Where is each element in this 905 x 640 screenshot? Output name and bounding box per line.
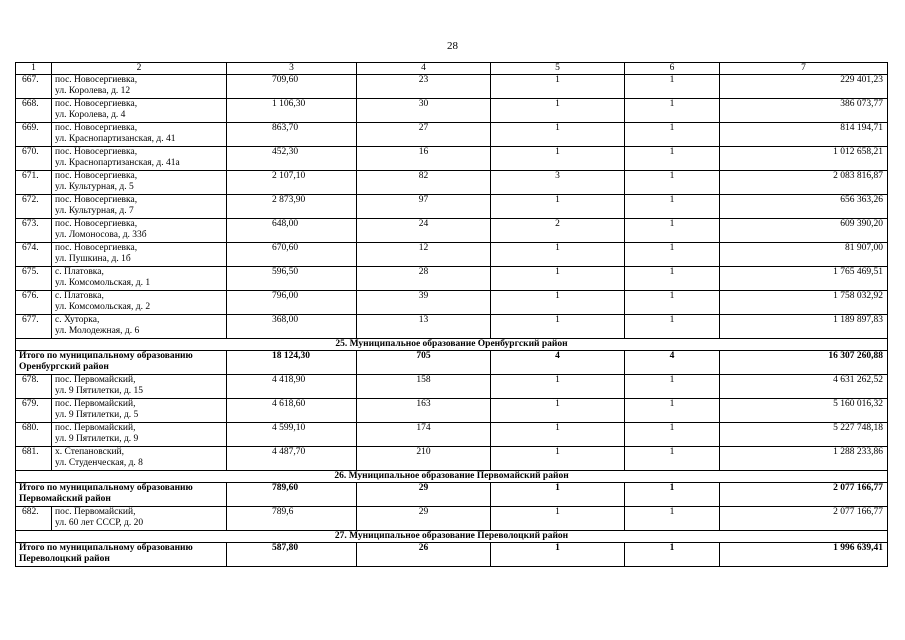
row-number: 668. xyxy=(16,99,52,123)
section-row xyxy=(16,531,888,543)
address-line1: пос. Новосергиевка, xyxy=(55,195,138,205)
total-residents-cell: 26 xyxy=(357,543,491,567)
section-row xyxy=(16,339,888,351)
col6-cell: 1 xyxy=(625,423,720,447)
total-col6-cell: 1 xyxy=(625,483,720,507)
address-line1: с. Платовка, xyxy=(55,267,104,277)
cost-cell: 2 083 816,87 xyxy=(720,171,888,195)
address-cell xyxy=(52,507,227,531)
col5-cell: 1 xyxy=(491,423,625,447)
row-number: 676. xyxy=(16,291,52,315)
total-col5-cell: 4 xyxy=(491,351,625,375)
address-line2: ул. Студенческая, д. 8 xyxy=(55,458,143,468)
address-line2: ул. 9 Пятилетки, д. 5 xyxy=(55,410,139,420)
total-label xyxy=(16,543,227,567)
total-cost-cell: 2 077 166,77 xyxy=(720,483,888,507)
address-line1: х. Степановский, xyxy=(55,447,125,457)
row-number: 674. xyxy=(16,243,52,267)
address-line1: пос. Первомайский, xyxy=(55,507,136,517)
area-cell: 863,70 xyxy=(227,123,357,147)
cost-cell: 81 907,00 xyxy=(720,243,888,267)
col6-cell: 1 xyxy=(625,123,720,147)
area-cell: 4 418,90 xyxy=(227,375,357,399)
area-cell: 796,00 xyxy=(227,291,357,315)
residents-cell: 27 xyxy=(357,123,491,147)
address-cell xyxy=(52,447,227,471)
cost-cell: 386 073,77 xyxy=(720,99,888,123)
address-cell xyxy=(52,375,227,399)
total-label xyxy=(16,351,227,375)
total-col6-cell: 4 xyxy=(625,351,720,375)
address-line2: ул. Ломоносова, д. 33б xyxy=(55,230,147,240)
area-cell: 4 487,70 xyxy=(227,447,357,471)
total-label-line2: Первомайский район xyxy=(19,494,111,504)
area-cell: 2 873,90 xyxy=(227,195,357,219)
col5-cell: 2 xyxy=(491,219,625,243)
address-line2: ул. 9 Пятилетки, д. 15 xyxy=(55,386,144,396)
col5-cell: 1 xyxy=(491,243,625,267)
residents-cell: 158 xyxy=(357,375,491,399)
table-row xyxy=(16,99,888,123)
column-header: 6 xyxy=(625,63,720,75)
row-number: 670. xyxy=(16,147,52,171)
address-line2: ул. Королева, д. 12 xyxy=(55,86,131,96)
address-line1: пос. Первомайский, xyxy=(55,399,136,409)
column-header: 4 xyxy=(357,63,491,75)
cost-cell: 2 077 166,77 xyxy=(720,507,888,531)
header-row xyxy=(16,63,888,75)
area-cell: 709,60 xyxy=(227,75,357,99)
residents-cell: 97 xyxy=(357,195,491,219)
address-line1: пос. Новосергиевка, xyxy=(55,75,138,85)
address-line1: пос. Новосергиевка, xyxy=(55,219,138,229)
col5-cell: 1 xyxy=(491,195,625,219)
section-title: 25. Муниципальное образование Оренбургский район xyxy=(16,339,888,351)
residents-cell: 163 xyxy=(357,399,491,423)
total-row xyxy=(16,351,888,375)
address-line1: пос. Новосергиевка, xyxy=(55,171,138,181)
col6-cell: 1 xyxy=(625,99,720,123)
col5-cell: 1 xyxy=(491,147,625,171)
table-row xyxy=(16,375,888,399)
table-row xyxy=(16,219,888,243)
address-cell xyxy=(52,267,227,291)
col5-cell: 1 xyxy=(491,315,625,339)
total-label-line2: Оренбургский район xyxy=(19,362,109,372)
row-number: 681. xyxy=(16,447,52,471)
total-row xyxy=(16,543,888,567)
table-row xyxy=(16,243,888,267)
table-row xyxy=(16,123,888,147)
total-label-line2: Переволоцкий район xyxy=(19,554,110,564)
total-cost-cell: 1 996 639,41 xyxy=(720,543,888,567)
col5-cell: 1 xyxy=(491,507,625,531)
address-line1: с. Хуторка, xyxy=(55,315,100,325)
total-cost-cell: 16 307 260,88 xyxy=(720,351,888,375)
area-cell: 789,6 xyxy=(227,507,357,531)
address-line2: ул. Краснопартизанская, д. 41а xyxy=(55,158,180,168)
total-label-line1: Итого по муниципальному образованию xyxy=(19,543,193,553)
residents-cell: 12 xyxy=(357,243,491,267)
section-title: 26. Муниципальное образование Первомайский район xyxy=(16,471,888,483)
residents-cell: 210 xyxy=(357,447,491,471)
col5-cell: 3 xyxy=(491,171,625,195)
col5-cell: 1 xyxy=(491,75,625,99)
cost-cell: 609 390,20 xyxy=(720,219,888,243)
total-label-line1: Итого по муниципальному образованию xyxy=(19,483,193,493)
col6-cell: 1 xyxy=(625,507,720,531)
total-area-cell: 587,80 xyxy=(227,543,357,567)
cost-cell: 814 194,71 xyxy=(720,123,888,147)
total-residents-cell: 29 xyxy=(357,483,491,507)
address-line2: ул. Пушкина, д. 1б xyxy=(55,254,131,264)
total-residents-cell: 705 xyxy=(357,351,491,375)
area-cell: 452,30 xyxy=(227,147,357,171)
table-row xyxy=(16,423,888,447)
address-line2: ул. Культурная, д. 5 xyxy=(55,182,134,192)
col5-cell: 1 xyxy=(491,99,625,123)
address-line2: ул. Культурная, д. 7 xyxy=(55,206,134,216)
residents-cell: 28 xyxy=(357,267,491,291)
table-row xyxy=(16,507,888,531)
address-cell xyxy=(52,147,227,171)
address-line1: с. Платовка, xyxy=(55,291,104,301)
residents-cell: 174 xyxy=(357,423,491,447)
page-number: 28 xyxy=(447,40,458,52)
total-label-line1: Итого по муниципальному образованию xyxy=(19,351,193,361)
address-line1: пос. Первомайский, xyxy=(55,375,136,385)
col5-cell: 1 xyxy=(491,399,625,423)
cost-cell: 1 288 233,86 xyxy=(720,447,888,471)
row-number: 672. xyxy=(16,195,52,219)
row-number: 671. xyxy=(16,171,52,195)
table-row xyxy=(16,171,888,195)
total-area-cell: 789,60 xyxy=(227,483,357,507)
table-row xyxy=(16,147,888,171)
row-number: 667. xyxy=(16,75,52,99)
address-line2: ул. Королева, д. 4 xyxy=(55,110,126,120)
area-cell: 648,00 xyxy=(227,219,357,243)
section-row xyxy=(16,471,888,483)
residents-cell: 29 xyxy=(357,507,491,531)
row-number: 673. xyxy=(16,219,52,243)
address-cell xyxy=(52,75,227,99)
row-number: 669. xyxy=(16,123,52,147)
row-number: 677. xyxy=(16,315,52,339)
col6-cell: 1 xyxy=(625,243,720,267)
column-header: 7 xyxy=(720,63,888,75)
column-header: 2 xyxy=(52,63,227,75)
total-label xyxy=(16,483,227,507)
cost-cell: 5 227 748,18 xyxy=(720,423,888,447)
address-line2: ул. 9 Пятилетки, д. 9 xyxy=(55,434,139,444)
col6-cell: 1 xyxy=(625,147,720,171)
residents-cell: 82 xyxy=(357,171,491,195)
col6-cell: 1 xyxy=(625,195,720,219)
cost-cell: 229 401,23 xyxy=(720,75,888,99)
total-col5-cell: 1 xyxy=(491,543,625,567)
col5-cell: 1 xyxy=(491,447,625,471)
column-header: 3 xyxy=(227,63,357,75)
cost-cell: 1 758 032,92 xyxy=(720,291,888,315)
table-row xyxy=(16,75,888,99)
column-header: 1 xyxy=(16,63,52,75)
table-row xyxy=(16,399,888,423)
residents-cell: 24 xyxy=(357,219,491,243)
col6-cell: 1 xyxy=(625,171,720,195)
address-line1: пос. Новосергиевка, xyxy=(55,147,138,157)
total-col5-cell: 1 xyxy=(491,483,625,507)
column-header: 5 xyxy=(491,63,625,75)
address-line2: ул. Комсомольская, д. 1 xyxy=(55,278,151,288)
area-cell: 1 106,30 xyxy=(227,99,357,123)
cost-cell: 1 765 469,51 xyxy=(720,267,888,291)
address-line1: пос. Новосергиевка, xyxy=(55,99,138,109)
address-line2: ул. Молодежная, д. 6 xyxy=(55,326,140,336)
address-line1: пос. Первомайский, xyxy=(55,423,136,433)
address-line1: пос. Новосергиевка, xyxy=(55,123,138,133)
residents-cell: 23 xyxy=(357,75,491,99)
address-cell xyxy=(52,399,227,423)
col6-cell: 1 xyxy=(625,447,720,471)
col6-cell: 1 xyxy=(625,291,720,315)
col6-cell: 1 xyxy=(625,75,720,99)
cost-cell: 5 160 016,32 xyxy=(720,399,888,423)
area-cell: 596,50 xyxy=(227,267,357,291)
table-row xyxy=(16,315,888,339)
housing-table xyxy=(15,62,888,567)
area-cell: 368,00 xyxy=(227,315,357,339)
address-cell xyxy=(52,243,227,267)
area-cell: 4 599,10 xyxy=(227,423,357,447)
residents-cell: 16 xyxy=(357,147,491,171)
col6-cell: 1 xyxy=(625,219,720,243)
area-cell: 4 618,60 xyxy=(227,399,357,423)
row-number: 678. xyxy=(16,375,52,399)
total-area-cell: 18 124,30 xyxy=(227,351,357,375)
area-cell: 670,60 xyxy=(227,243,357,267)
address-cell xyxy=(52,195,227,219)
section-title: 27. Муниципальное образование Переволоцкий район xyxy=(16,531,888,543)
address-cell xyxy=(52,123,227,147)
address-cell xyxy=(52,291,227,315)
row-number: 680. xyxy=(16,423,52,447)
residents-cell: 30 xyxy=(357,99,491,123)
residents-cell: 39 xyxy=(357,291,491,315)
table-row xyxy=(16,195,888,219)
address-cell xyxy=(52,99,227,123)
row-number: 682. xyxy=(16,507,52,531)
cost-cell: 4 631 262,52 xyxy=(720,375,888,399)
table-row xyxy=(16,447,888,471)
cost-cell: 1 012 658,21 xyxy=(720,147,888,171)
col6-cell: 1 xyxy=(625,375,720,399)
address-line1: пос. Новосергиевка, xyxy=(55,243,138,253)
total-col6-cell: 1 xyxy=(625,543,720,567)
table-body xyxy=(16,63,888,567)
table-row xyxy=(16,267,888,291)
address-cell xyxy=(52,219,227,243)
col6-cell: 1 xyxy=(625,315,720,339)
col5-cell: 1 xyxy=(491,291,625,315)
address-cell xyxy=(52,423,227,447)
address-cell xyxy=(52,315,227,339)
col5-cell: 1 xyxy=(491,267,625,291)
area-cell: 2 107,10 xyxy=(227,171,357,195)
address-line2: ул. Краснопартизанская, д. 41 xyxy=(55,134,176,144)
residents-cell: 13 xyxy=(357,315,491,339)
col6-cell: 1 xyxy=(625,399,720,423)
row-number: 675. xyxy=(16,267,52,291)
cost-cell: 1 189 897,83 xyxy=(720,315,888,339)
total-row xyxy=(16,483,888,507)
address-cell xyxy=(52,171,227,195)
col5-cell: 1 xyxy=(491,123,625,147)
table-row xyxy=(16,291,888,315)
col6-cell: 1 xyxy=(625,267,720,291)
address-line2: ул. Комсомольская, д. 2 xyxy=(55,302,151,312)
row-number: 679. xyxy=(16,399,52,423)
address-line2: ул. 60 лет СССР, д. 20 xyxy=(55,518,144,528)
col5-cell: 1 xyxy=(491,375,625,399)
cost-cell: 656 363,26 xyxy=(720,195,888,219)
